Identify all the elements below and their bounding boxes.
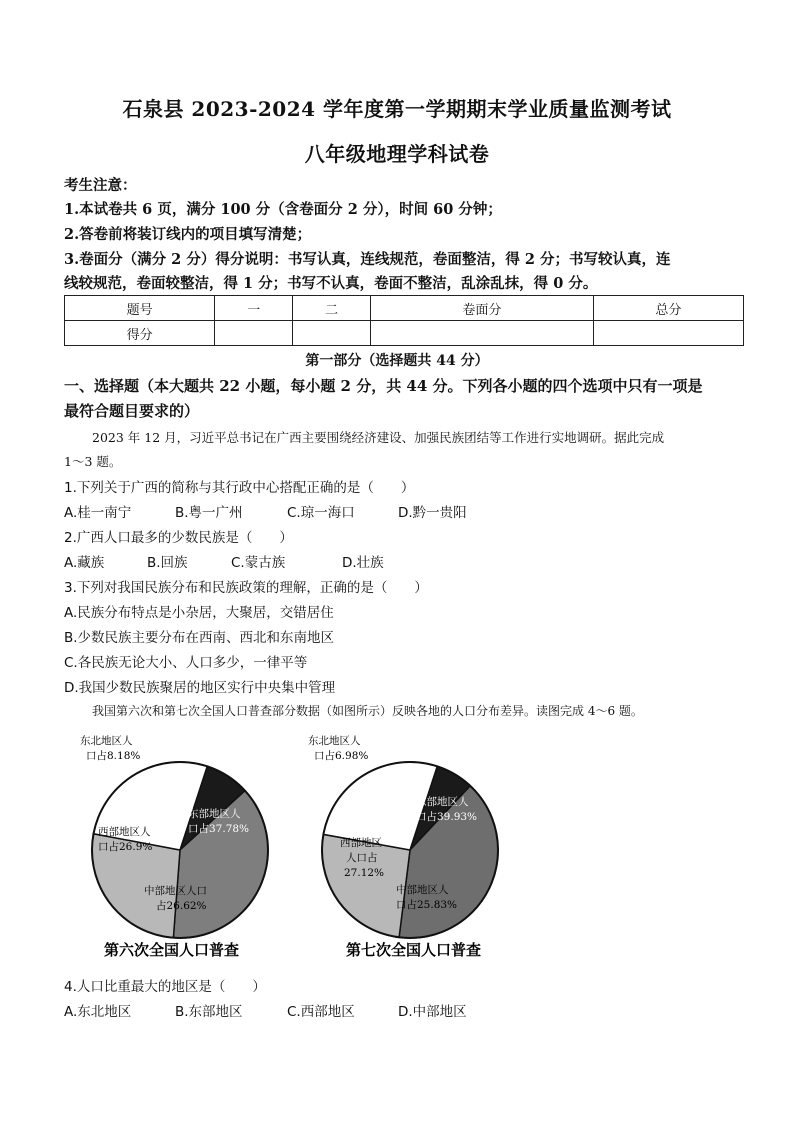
score-table-score-row [65, 321, 744, 346]
pie1-title: 第六次全国人口普查 [104, 941, 240, 959]
q1-stem: 1.下列关于广西的简称与其行政中心搭配正确的是（ ） [64, 480, 415, 496]
score-table [64, 295, 744, 346]
pie2-label-east-l2: 口占39.93% [416, 811, 478, 823]
exam-title: 石泉县 2023-2024 学年度第一学期期末学业质量监测考试 [122, 97, 672, 121]
score-cell-3[interactable] [371, 321, 594, 346]
q2-option-b[interactable]: B.回族 [147, 555, 188, 571]
section-a-instructions-cont: 最符合题目要求的） [64, 402, 200, 420]
pie1-label-northeast-l1: 东北地区人 [80, 735, 133, 747]
q4-option-c[interactable]: C.西部地区 [287, 1004, 355, 1020]
pie1-label-central-l2: 占26.62% [156, 900, 207, 912]
score-header-cell: 二 [293, 296, 371, 321]
pie2-label-northeast-l2: 口占6.98% [314, 750, 369, 762]
q1-option-b[interactable]: B.粤一广州 [175, 505, 243, 521]
q1-option-d[interactable]: D.黔一贵阳 [398, 505, 467, 521]
q2-option-a[interactable]: A.藏族 [64, 555, 105, 571]
pie2-label-west-l2: 人口占 [346, 852, 378, 864]
q3-option-b[interactable]: B.少数民族主要分布在西南、西北和东南地区 [64, 630, 335, 646]
note-2: 2.答卷前将装订线内的项目填写清楚； [64, 226, 312, 243]
intro-q4-6: 我国第六次和第七次全国人口普查部分数据（如图所示）反映各地的人口分布差异。读图完成 4～6 题。 [92, 704, 643, 718]
q4-option-a[interactable]: A.东北地区 [64, 1004, 132, 1020]
population-pie-charts [60, 728, 510, 964]
note-3b: 线较规范，卷面较整洁，得 1 分；书写不认真，卷面不整洁，乱涂乱抹，得 0 分。 [64, 275, 598, 292]
score-header-cell: 一 [215, 296, 293, 321]
q4-option-b[interactable]: B.东部地区 [175, 1004, 243, 1020]
note-3a: 3.卷面分（满分 2 分）得分说明：书写认真，连线规范，卷面整洁，得 2 分；书写较认真，连 [64, 251, 671, 268]
q3-option-d[interactable]: D.我国少数民族聚居的地区实行中央集中管理 [64, 680, 336, 696]
intro-q1-3: 2023 年 12 月，习近平总书记在广西主要围绕经济建设、加强民族团结等工作进行实地调研。据此完成 [92, 430, 665, 445]
score-header-cell: 总分 [593, 296, 743, 321]
score-cell-1[interactable] [215, 321, 293, 346]
pie2-label-northeast-l1: 东北地区人 [308, 735, 361, 747]
q4-option-d[interactable]: D.中部地区 [398, 1004, 467, 1020]
q1-option-a[interactable]: A.桂一南宁 [64, 505, 132, 521]
exam-subtitle: 八年级地理学科试卷 [304, 142, 490, 166]
score-cell-total[interactable] [593, 321, 743, 346]
q2-option-d[interactable]: D.壮族 [342, 555, 384, 571]
q2-option-c[interactable]: C.蒙古族 [231, 555, 286, 571]
pie1-label-east-l1: 东部地区人 [188, 808, 241, 820]
section-a-instructions: 一、选择题（本大题共 22 小题，每小题 2 分，共 44 分。下列各小题的四个选项中只有一项是 [64, 377, 703, 395]
pie2-label-west-l1: 西部地区 [340, 837, 382, 849]
q1-option-c[interactable]: C.琼一海口 [287, 505, 355, 521]
score-header-cell: 卷面分 [371, 296, 594, 321]
intro-q1-3-cont: 1～3 题。 [64, 454, 122, 469]
q3-stem: 3.下列对我国民族分布和民族政策的理解，正确的是（ ） [64, 580, 428, 596]
pie2-label-west-l3: 27.12% [344, 867, 385, 879]
score-table-header-row [65, 296, 744, 321]
score-row-label: 得分 [65, 321, 215, 346]
score-cell-2[interactable] [293, 321, 371, 346]
pie-chart-7th-census [322, 762, 498, 938]
pie2-label-east-l1: 东部地区人 [416, 796, 469, 808]
score-header-cell: 题号 [65, 296, 215, 321]
note-1: 1.本试卷共 6 页，满分 100 分（含卷面分 2 分），时间 60 分钟； [64, 201, 502, 218]
part1-heading: 第一部分（选择题共 44 分） [305, 353, 489, 369]
q3-option-c[interactable]: C.各民族无论大小、人口多少，一律平等 [64, 655, 308, 671]
pie1-label-west-l1: 西部地区人 [98, 826, 151, 838]
q3-option-a[interactable]: A.民族分布特点是小杂居，大聚居，交错居住 [64, 605, 334, 621]
pie1-label-east-l2: 口占37.78% [188, 823, 250, 835]
pie1-label-northeast-l2: 口占8.18% [86, 750, 141, 762]
pie1-label-central-l1: 中部地区人口 [144, 885, 207, 897]
pie2-label-central-l2: 口占25.83% [396, 899, 458, 911]
q2-stem: 2.广西人口最多的少数民族是（ ） [64, 530, 293, 546]
q4-stem: 4.人口比重最大的地区是（ ） [64, 979, 266, 995]
pie2-title: 第七次全国人口普查 [346, 941, 482, 959]
pie1-label-west-l2: 口占26.9% [98, 841, 153, 853]
notes-heading: 考生注意： [64, 177, 137, 194]
pie2-label-central-l1: 中部地区人 [396, 884, 449, 896]
